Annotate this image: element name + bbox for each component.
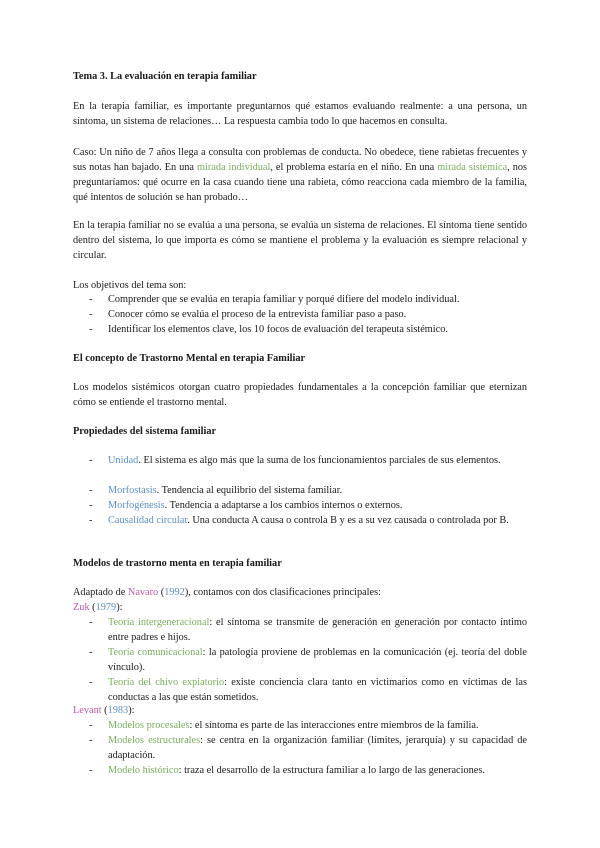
list-item: - Conocer cómo se evalúa el proceso de la entrevista familiar paso a paso. — [89, 309, 407, 320]
objectives-intro: Los objetivos del tema son: — [73, 280, 187, 291]
section-heading: Propiedades del sistema familiar — [73, 426, 217, 437]
case-paragraph: Caso: Un niño de 7 años llega a consulta con problemas de conducta. No obedece, tiene rabietas frecuentes y sus notas han bajado. En una mirada individual, el problema estaría en el niño. En una mirada sistémica, nos preguntaríamos: qué ocurre en la casa cuando tiene una rabieta, cómo reacciona cada miembro de la familia, qué intentos de solución se han probado… — [73, 147, 528, 203]
theory-term: Teoría intergeneracional — [108, 617, 210, 628]
year: 1983 — [107, 705, 129, 716]
list-item: - Modelo histórico: traza el desarrollo de la estructura familiar a lo largo de las generaciones. — [89, 765, 485, 776]
property-term: Unidad — [108, 455, 139, 466]
list-item: - Identificar los elementos clave, los 10 focos de evaluación del terapeuta sistémico. — [89, 324, 448, 335]
list-item: - Comprender que se evalúa en terapia familiar y porqué difiere del modelo individual. — [89, 294, 460, 305]
list-item: - Causalidad circular. Una conducta A causa o controla B y es a su vez causada o controlada por B. — [89, 515, 509, 526]
section-heading: Modelos de trastorno menta en terapia familiar — [73, 558, 282, 569]
adapted-line: Adaptado de Navaro (1992), contamos con dos clasificaciones principales: — [73, 587, 381, 598]
author-name: Navaro — [127, 587, 159, 598]
page-title: Tema 3. La evaluación en terapia familiar — [73, 71, 257, 82]
list-item: - Unidad. El sistema es algo más que la suma de los funcionamientos parciales de sus elementos. — [89, 455, 501, 466]
list-item: - Morfostasis. Tendencia al equilibrio del sistema familiar. — [89, 485, 343, 496]
levant-heading: Levant (1983): — [73, 705, 135, 716]
list-item: - Teoría intergeneracional: el síntoma se transmite de generación en generación por contacto íntimo entre padres e hijos. — [89, 617, 527, 643]
theory-term: Teoría del chivo expiatorio — [108, 677, 225, 688]
list-item: - Morfogénesis. Tendencia a adaptarse a los cambios internos o externos. — [89, 500, 403, 511]
author-name: Levant — [73, 705, 102, 716]
property-term: Morfostasis — [108, 485, 157, 496]
zuk-heading: Zuk (1979): — [73, 602, 123, 613]
model-term: Modelos estructurales — [108, 735, 201, 746]
author-name: Zuk — [73, 602, 90, 613]
section-heading: El concepto de Trastorno Mental en terapia Familiar — [73, 353, 306, 364]
property-term: Morfogénesis — [108, 500, 165, 511]
mirada-sistemica-term: mirada sistémica — [437, 162, 508, 173]
intro-paragraph: En la terapia familiar, es importante preguntarnos qué estamos evaluando realmente: a una persona, un síntoma, un sistema de relaciones… La respuesta cambia todo lo que hacemos en consulta. — [73, 101, 527, 127]
list-item: - Teoría del chivo expiatorio: existe conciencia clara tanto en victimarios como en víctimas de las conductas a las que están sometidos. — [89, 677, 527, 703]
list-item: - Modelos procesales: el síntoma es parte de las interacciones entre miembros de la familia. — [89, 720, 479, 731]
year: 1979 — [95, 602, 117, 613]
mirada-individual-term: mirada individual — [196, 162, 271, 173]
list-item: - Teoría comunicacional: la patología proviene de problemas en la comunicación (ej. teoría del doble vínculo). — [89, 647, 527, 673]
models-paragraph: Los modelos sistémicos otorgan cuatro propiedades fundamentales a la concepción familiar que eternizan cómo se entiende el trastorno mental. — [73, 382, 527, 408]
model-term: Modelos procesales — [108, 720, 190, 731]
year: 1992 — [164, 587, 185, 598]
model-term: Modelo histórico — [108, 765, 179, 776]
property-term: Causalidad circular — [108, 515, 188, 526]
list-item: - Modelos estructurales: se centra en la organización familiar (límites, jerarquía) y su capacidad de adaptación. — [89, 735, 527, 761]
theory-term: Teoría comunicacional — [108, 647, 203, 658]
system-paragraph: En la terapia familiar no se evalúa a una persona, se evalúa un sistema de relaciones. El síntoma tiene sentido dentro del sistema, lo que importa es cómo se mantiene el problema y la evaluación es siempre relacional y circular. — [73, 220, 527, 261]
